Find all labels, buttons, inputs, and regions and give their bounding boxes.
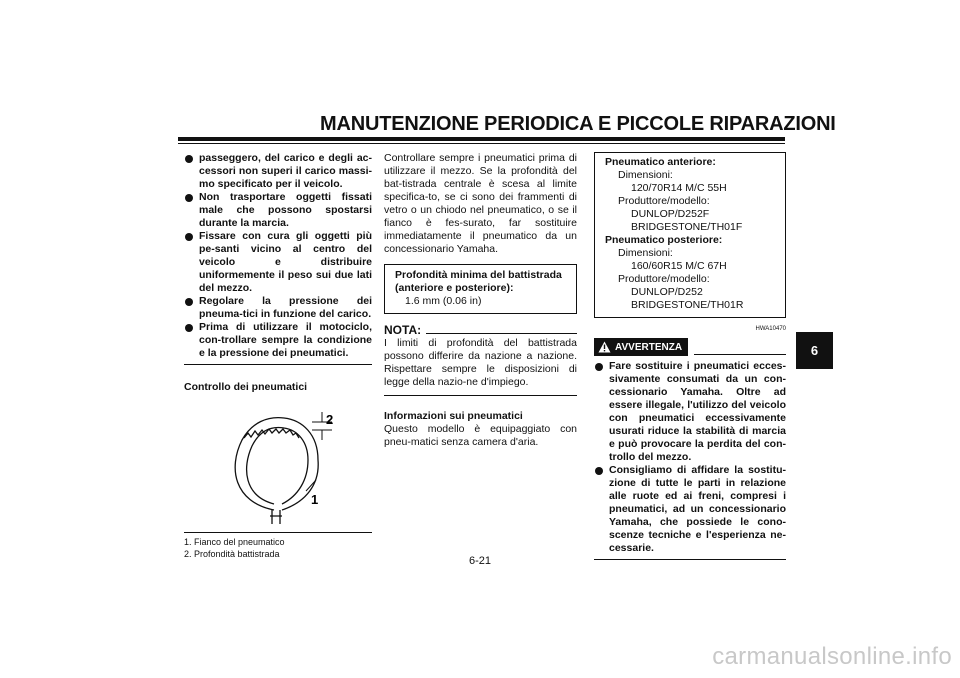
- nota-heading: [384, 324, 577, 337]
- front-mfr-2: BRIDGESTONE/TH01F: [631, 221, 743, 233]
- bullet-item: Non trasportare oggetti fissati male che possono spostarsi durante la marcia.: [184, 191, 372, 230]
- rear-mfr-2: BRIDGESTONE/TH01R: [631, 299, 744, 311]
- front-size: 120/70R14 M/C 55H: [631, 182, 727, 194]
- warning-heading: [594, 338, 786, 356]
- warning-divider: [594, 559, 786, 560]
- tire-outline: [235, 418, 318, 510]
- front-tire-label: Pneumatico anteriore:: [605, 156, 716, 168]
- rear-size: 160/60R15 M/C 67H: [631, 260, 727, 272]
- callout-1: 1: [311, 492, 319, 507]
- section-heading: Controllo dei pneumatici: [184, 381, 308, 393]
- chapter-tab: 6: [796, 332, 833, 369]
- warning-triangle-icon: [598, 341, 611, 353]
- tread-depth-title: Profondità minima del battistrada (anteriore e posteriore):: [395, 269, 562, 294]
- section-divider: [184, 364, 372, 365]
- column-right: [594, 152, 786, 560]
- tread-depth-value: 1.6 mm (0.06 in): [405, 295, 482, 307]
- front-mfr-label: Produttore/modello:: [618, 195, 710, 207]
- caption-1: 1. Fianco del pneumatico: [184, 537, 285, 547]
- title-rule-thick: [178, 137, 785, 141]
- caption-2: 2. Profondità battistrada: [184, 549, 280, 559]
- caption-divider: [184, 532, 372, 533]
- front-mfr-1: DUNLOP/D252F: [631, 208, 710, 220]
- tire-cross-section-figure: [184, 398, 372, 528]
- nota-label: NOTA:: [384, 323, 422, 337]
- column-middle: [384, 152, 577, 449]
- rim: [270, 510, 282, 524]
- bullet-item: Prima di utilizzare il motociclo, con-trollare sempre la condizione e la pressione dei pneumatici.: [184, 321, 372, 360]
- callout-2: 2: [326, 412, 334, 427]
- tire-spec-box: [594, 152, 786, 318]
- tread-depth-box: [384, 264, 577, 314]
- warning-item: Consigliamo di affidare la sostitu-zione di tutte le parti in relazione alle ruote ed ai freni, compresi i pneumatici, ad un concessionario Yamaha, che possiede le cono-scenze tecniche e l'esperienza ne-cessarie.: [594, 464, 786, 555]
- intro-paragraph: Controllare sempre i pneumatici prima di utilizzare il mezzo. Se la profondità del bat-tistrada centrale è scesa al limite specifica-to, se ci sono dei frammenti di vetro o un chiodo nel pneumatico, o se il fianco è fes-surato, far sostituire immediatamente il pneumatico da un concessionario Yamaha.: [384, 152, 577, 255]
- warning-code: HWA10470: [755, 326, 786, 332]
- info-text: Questo modello è equipaggiato con pneu-matici senza camera d'aria.: [384, 423, 577, 448]
- front-size-label: Dimensioni:: [618, 169, 673, 181]
- bullet-item: Fissare con cura gli oggetti più pe-santi vicino al centro del veicolo e distribuire uniformemente il peso sui due lati del mezzo.: [184, 230, 372, 295]
- title-rule-thin: [178, 143, 785, 144]
- warning-label: AVVERTENZA: [615, 341, 683, 353]
- page-number: 6-21: [468, 555, 492, 567]
- watermark: carmanualsonline.info: [712, 643, 952, 670]
- continued-warning-text: passeggero, del carico e degli ac-cessori non superi il carico massi-mo specificato per il veicolo.: [184, 152, 372, 191]
- nota-divider: [384, 395, 577, 396]
- column-left: [184, 152, 372, 560]
- warning-list: [594, 360, 786, 555]
- rear-mfr-1: DUNLOP/D252: [631, 286, 703, 298]
- warning-badge: [594, 338, 688, 356]
- bullet-item: Regolare la pressione dei pneuma-tici in funzione del carico.: [184, 295, 372, 321]
- rear-tire-label: Pneumatico posteriore:: [605, 234, 723, 246]
- tread-zigzag: [244, 429, 299, 438]
- warning-item: Fare sostituire i pneumatici ecces-sivamente consumati da un con-cessionario Yamaha. Oltre ad essere illegale, l'utilizzo del veicolo con pneumatici eccessivamente usurati riduce la stabilità di marcia e può provocare la perdita del con-trollo del mezzo.: [594, 360, 786, 464]
- nota-text: I limiti di profondità del battistrada possono differire da nazione a nazione. Rispettare sempre le disposizioni di legge della nazio-ne d'impiego.: [384, 337, 577, 388]
- page-title: MANUTENZIONE PERIODICA E PICCOLE RIPARAZIONI: [320, 113, 836, 135]
- rear-size-label: Dimensioni:: [618, 247, 673, 259]
- rear-mfr-label: Produttore/modello:: [618, 273, 710, 285]
- info-heading: Informazioni sui pneumatici: [384, 410, 523, 422]
- tire-inner: [247, 428, 308, 504]
- figure-captions: [184, 536, 372, 560]
